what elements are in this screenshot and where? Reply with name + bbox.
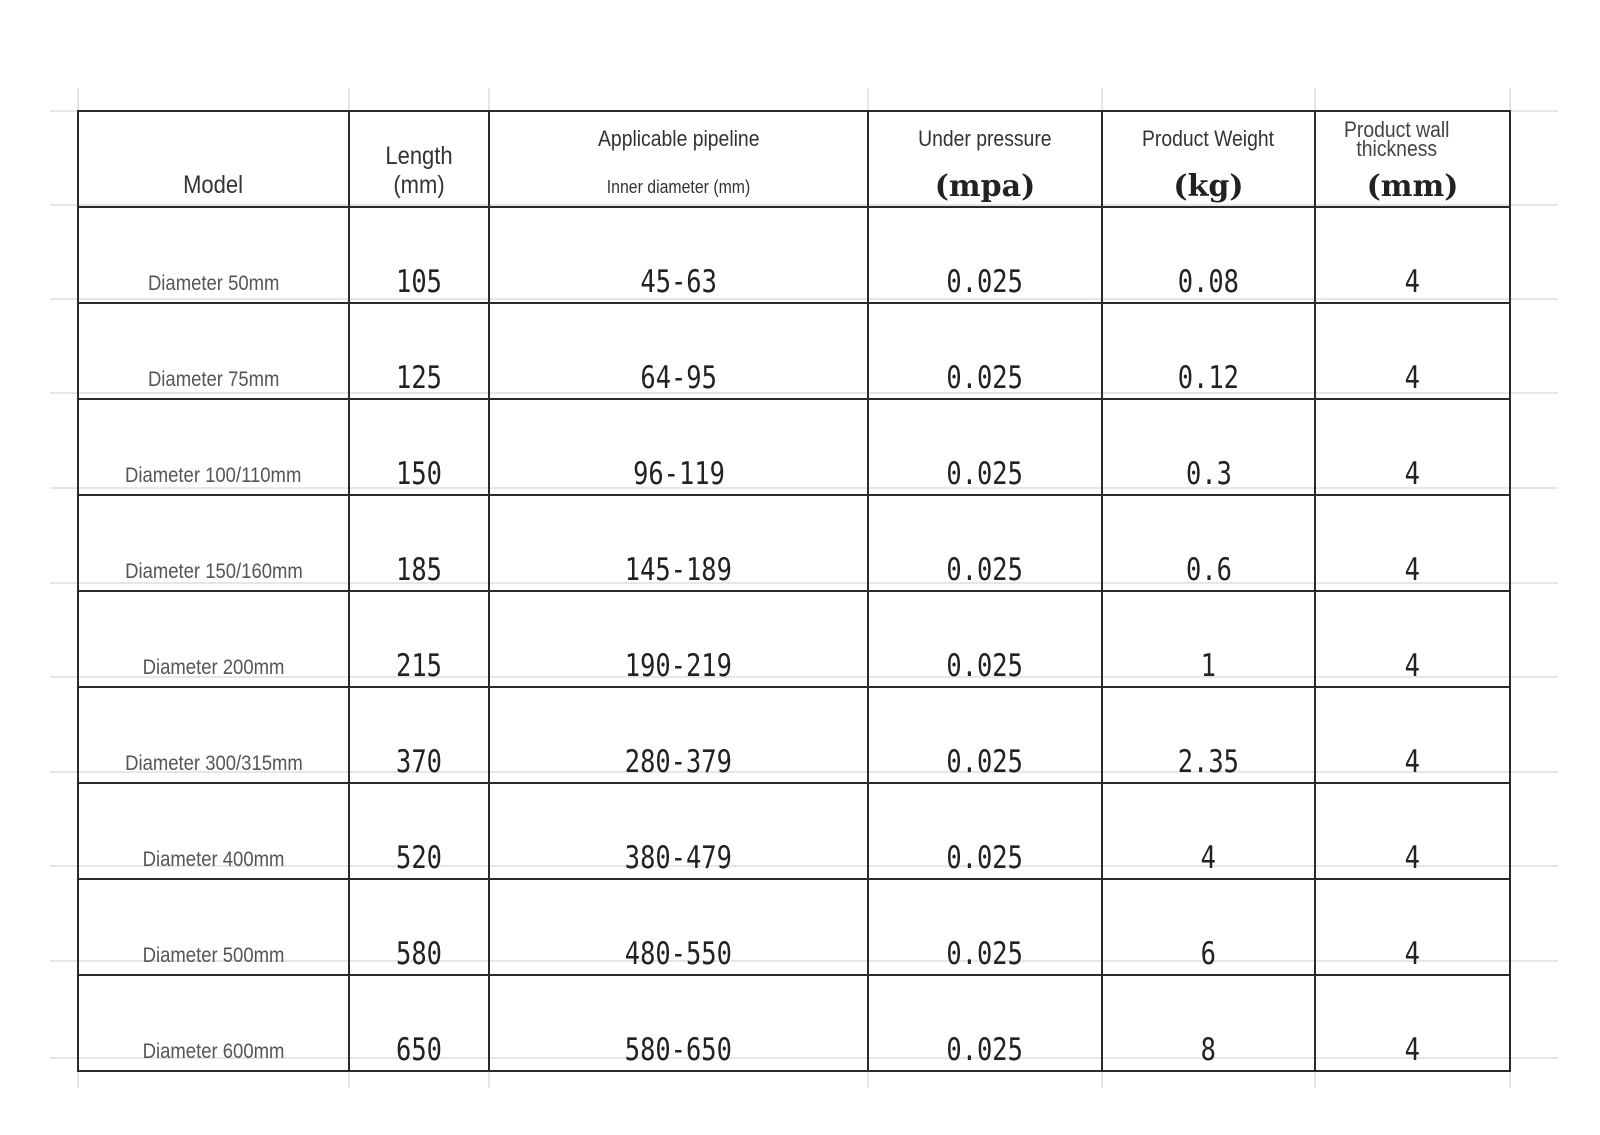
cell-length: 520 [349,783,489,879]
header-wall-line2: thickness [1356,136,1438,161]
cell-pressure: 0.025 [868,687,1102,783]
cell-pressure: 0.025 [868,879,1102,975]
cell-weight: 0.12 [1102,303,1315,399]
cell-model: Diameter 200mm [78,591,349,687]
cell-wall-thickness: 4 [1315,207,1510,303]
cell-model: Diameter 600mm [78,975,349,1071]
header-weight-unit: (kg) [1173,169,1244,204]
spec-table [77,110,1511,1072]
cell-weight: 0.6 [1102,495,1315,591]
header-pressure [868,111,1102,207]
cell-pressure: 0.025 [868,399,1102,495]
table-row [78,207,1510,303]
cell-pressure: 0.025 [868,207,1102,303]
cell-weight: 2.35 [1102,687,1315,783]
cell-length: 185 [349,495,489,591]
cell-wall-thickness: 4 [1315,495,1510,591]
table-row [78,303,1510,399]
header-pipeline-sub: Inner diameter (mm) [606,177,751,197]
cell-inner-diameter: 380-479 [489,783,868,879]
cell-length: 650 [349,975,489,1071]
cell-length: 215 [349,591,489,687]
cell-pressure: 0.025 [868,303,1102,399]
header-pressure-unit: (mpa) [934,169,1036,204]
cell-model: Diameter 50mm [78,207,349,303]
table-row [78,687,1510,783]
cell-pressure: 0.025 [868,975,1102,1071]
cell-model: Diameter 150/160mm [78,495,349,591]
cell-pressure: 0.025 [868,591,1102,687]
cell-length: 370 [349,687,489,783]
cell-model: Diameter 400mm [78,783,349,879]
cell-model: Diameter 75mm [78,303,349,399]
cell-model: Diameter 500mm [78,879,349,975]
header-length: Length (mm) [349,111,489,207]
cell-length: 580 [349,879,489,975]
table-row [78,591,1510,687]
cell-weight: 8 [1102,975,1315,1071]
table-row [78,975,1510,1071]
header-weight-title: Product Weight [1142,126,1275,151]
header-row [78,111,1510,207]
cell-wall-thickness: 4 [1315,303,1510,399]
cell-wall-thickness: 4 [1315,879,1510,975]
cell-inner-diameter: 480-550 [489,879,868,975]
cell-weight: 0.08 [1102,207,1315,303]
cell-wall-thickness: 4 [1315,399,1510,495]
header-pipeline-title: Applicable pipeline [597,126,760,151]
cell-model: Diameter 100/110mm [78,399,349,495]
cell-inner-diameter: 145-189 [489,495,868,591]
table-row [78,783,1510,879]
cell-length: 125 [349,303,489,399]
cell-inner-diameter: 280-379 [489,687,868,783]
cell-wall-thickness: 4 [1315,687,1510,783]
cell-wall-thickness: 4 [1315,591,1510,687]
cell-inner-diameter: 45-63 [489,207,868,303]
cell-weight: 6 [1102,879,1315,975]
cell-inner-diameter: 580-650 [489,975,868,1071]
header-wall-line1: Product wall [1344,117,1450,142]
cell-wall-thickness: 4 [1315,975,1510,1071]
table-row [78,879,1510,975]
cell-weight: 4 [1102,783,1315,879]
cell-length: 150 [349,399,489,495]
cell-length: 105 [349,207,489,303]
table-row [78,495,1510,591]
cell-pressure: 0.025 [868,783,1102,879]
header-model: Model [78,111,349,207]
cell-weight: 1 [1102,591,1315,687]
header-weight [1102,111,1315,207]
cell-wall-thickness: 4 [1315,783,1510,879]
cell-weight: 0.3 [1102,399,1315,495]
cell-inner-diameter: 96-119 [489,399,868,495]
header-wall-unit: (mm) [1366,169,1459,204]
table-row [78,399,1510,495]
header-pressure-title: Under pressure [918,126,1052,151]
cell-model: Diameter 300/315mm [78,687,349,783]
cell-inner-diameter: 190-219 [489,591,868,687]
cell-inner-diameter: 64-95 [489,303,868,399]
header-pipeline [489,111,868,207]
cell-pressure: 0.025 [868,495,1102,591]
header-wall [1315,111,1510,207]
